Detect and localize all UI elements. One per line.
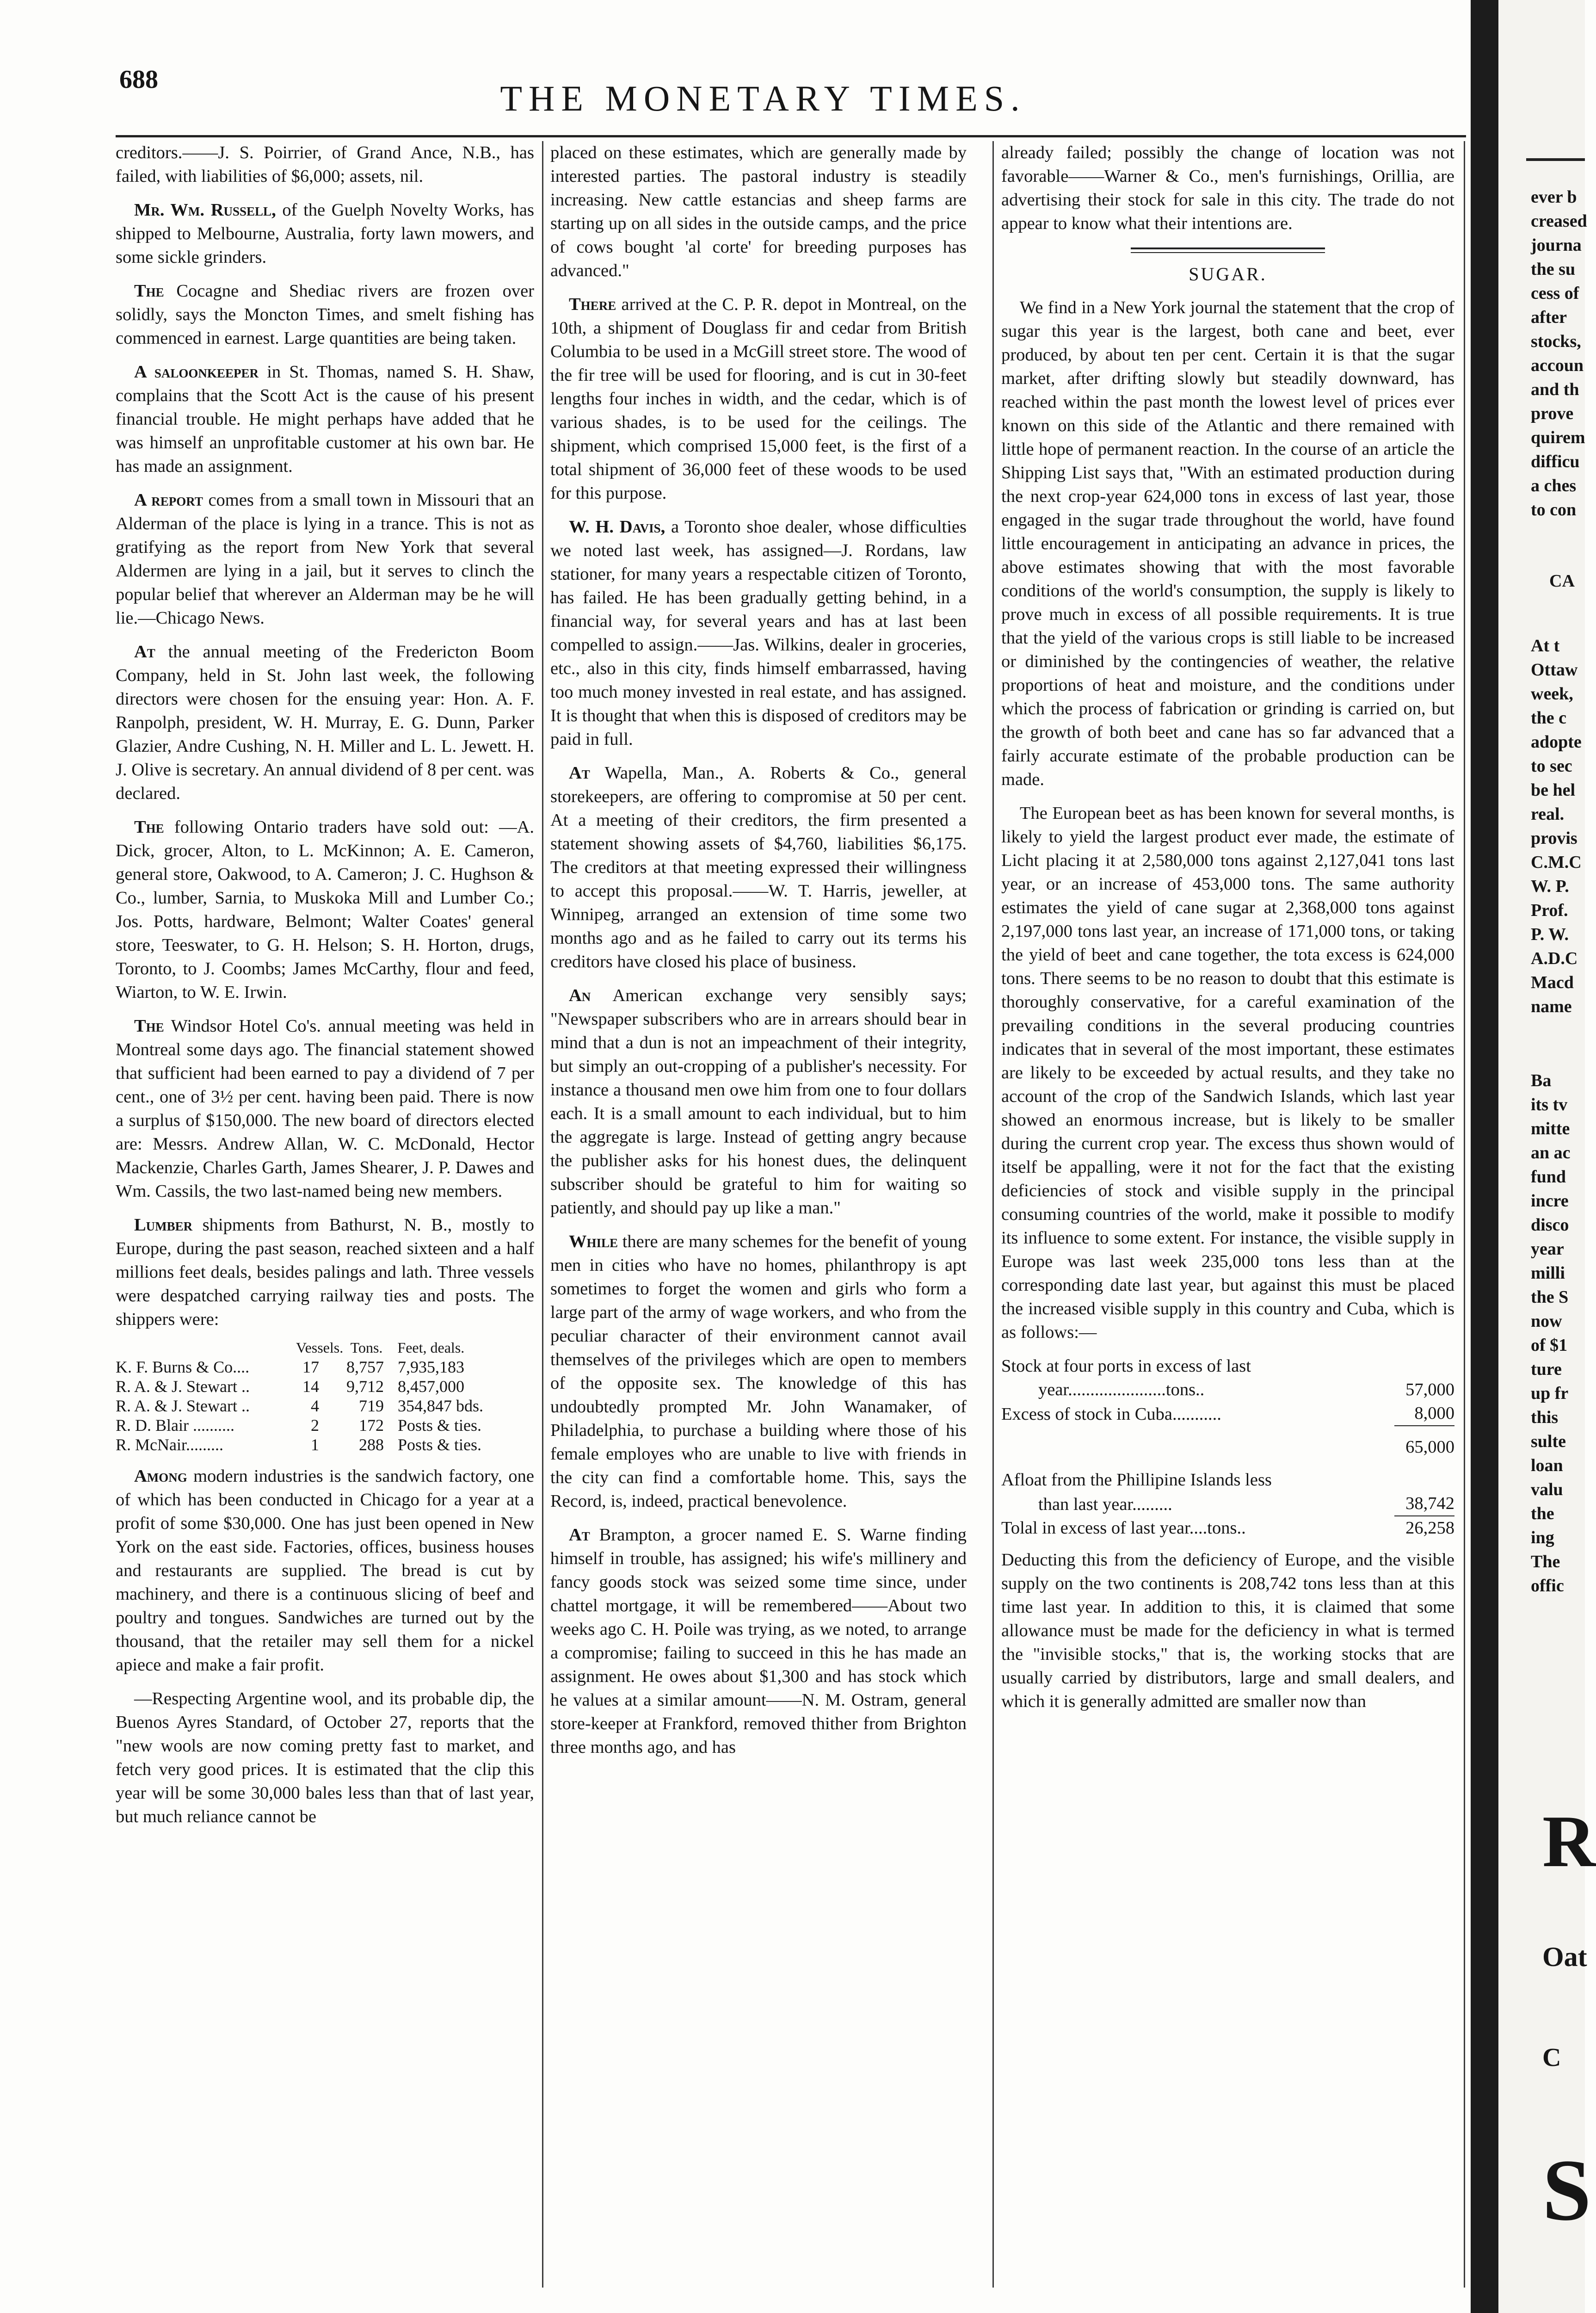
vessels-count: 17 [302, 1358, 319, 1376]
lead-in: W. H. Davis, [569, 517, 666, 537]
shipper-name: R. D. Blair .......... [116, 1416, 234, 1435]
total-value: 26,258 [1405, 1518, 1454, 1538]
paragraph-text: of the Guelph Novelty Works, has shipped to Melbourne, Australia, forty lawn mowers, and some sickle grinders. [116, 200, 534, 267]
adjacent-page-text: name [1531, 997, 1572, 1016]
sugar-supply-table [1001, 1354, 1454, 1540]
shippers-table-header [116, 1338, 534, 1357]
adjacent-page-text: CA [1549, 571, 1575, 591]
row-label: Afloat from the Phillipine Islands less [1001, 1470, 1272, 1490]
header-feet: Feet, deals. [397, 1339, 465, 1356]
paragraph [116, 1213, 534, 1331]
lead-in: At [134, 642, 155, 662]
spacer [1001, 1459, 1454, 1468]
paragraph [116, 279, 534, 350]
adjacent-page-text: P. W. [1531, 925, 1569, 944]
adjacent-page-text: prove [1531, 404, 1574, 423]
table-row [1001, 1516, 1454, 1540]
lead-in: Lumber [134, 1215, 193, 1235]
row-label: Tolal in excess of last year....tons.. [1001, 1518, 1246, 1538]
adjacent-page-text: fund [1531, 1167, 1566, 1187]
paragraph: We find in a New York journal the statement that the crop of sugar this year is the largest, both cane and beet, ever produced, by about ten per cent. Certain it is that the sugar market, after drifting slowly but steadily downward, has reached within the past month the lowest level of prices ever known on this side of the Atlantic and there remained with little hope of permanent reaction. In the course of an article the Shipping List says that, "With an estimated production during the next crop-year 624,000 tons in excess of last year, those engaged in the sugar trade throughout the world, have found little encouragement in anticipating an advance in prices, the above estimates showing that with the most favorable conditions of the world's consumption, the supply is likely to prove much in excess of all possible requirements. It is true that the yield of the various crops is still liable to be increased or diminished by the contingencies of weather, the relative proportions of heat and moisture, and the conditions under which the process of fabrication or grinding is carried on, but the growth of both beet and cane has so far advanced that a fairly accurate estimate of the probable production can be made. [1001, 298, 1454, 789]
table-row [116, 1357, 534, 1377]
feet-value: 7,935,183 [398, 1358, 464, 1376]
paragraph [550, 1523, 967, 1759]
spacer [1001, 1426, 1454, 1435]
adjacent-page-text: Ba [1531, 1071, 1552, 1090]
paragraph-text: there are many schemes for the benefit of young men in cities who have no homes, philanthropy is apt sometimes to forget the women and girls who form a large part of the army of wage workers, and who from the peculiar character of their environment cannot avail themselves of the privileges which are open to members of the opposite sex. The knowledge of this has undoubtedly prompted Mr. John Wanamaker, of Philadelphia, to purchase a building where those of his female employes who are unable to live with friends in the city can find a comfortable home. This, says the Record, is, indeed, practical benevolence. [550, 1232, 967, 1511]
paragraph: Deducting this from the deficiency of Europe, and the visible supply on the two continents is 208,742 tons less than at this time last year. In addition to this, it is claimed that some allowance must be made for the deficiency in what is termed the "invisible stocks," that is, the working stocks that are usually carried by distributors, large and small dealers, and which it is generally admitted are smaller now than [1001, 1550, 1454, 1711]
section-rule [1131, 247, 1325, 253]
paragraph-text: modern industries is the sandwich factory, one of which has been conducted in Chicago for a year at a profit of some $30,000. One has just been opened in New York on the east side. Factories, offices, business houses and restaurants are supplied. The bread is cut by machinery, and there is a continuous slicing of beef and poultry and tongues. Sandwiches are turned out by the thousand, that the retailer may sell them for a nickel apiece and make a fair profit. [116, 1466, 534, 1675]
page-number: 688 [119, 65, 158, 94]
header-rule [116, 135, 1466, 137]
paragraph [116, 198, 534, 269]
tons-value: 288 [359, 1435, 384, 1454]
lead-in: A saloonkeeper [134, 362, 259, 382]
masthead-title: THE MONETARY TIMES. [500, 78, 1026, 118]
tons-value: 719 [359, 1397, 384, 1415]
lead-in: The [134, 1016, 164, 1036]
paragraph [550, 293, 967, 505]
shipper-name: R. A. & J. Stewart .. [116, 1397, 250, 1415]
adjacent-page-text: journa [1531, 235, 1582, 255]
table-row [1001, 1492, 1454, 1516]
shipper-name: R. McNair......... [116, 1435, 223, 1454]
row-label: Excess of stock in Cuba........... [1001, 1404, 1221, 1424]
paragraph [550, 984, 967, 1220]
adjacent-page-text: offic [1531, 1576, 1564, 1596]
tons-value: 172 [359, 1416, 384, 1435]
adjacent-page-text: the [1531, 1504, 1554, 1523]
lead-in: At [569, 763, 590, 783]
adjacent-page-text: loan [1531, 1456, 1563, 1475]
adjacent-page-text: A.D.C [1531, 949, 1578, 968]
lead-in: There [569, 295, 616, 314]
tons-value: 9,712 [346, 1377, 384, 1396]
adjacent-page-text: incre [1531, 1191, 1569, 1211]
vessels-count: 1 [311, 1435, 319, 1454]
adjacent-page-text: Prof. [1531, 901, 1568, 920]
adjacent-page-text: C.M.C [1531, 853, 1582, 872]
paragraph-text: Cocagne and Shediac rivers are frozen over solidly, says the Moncton Times, and smelt fishing has commenced in earnest. Large quantities are being taken. [116, 281, 534, 348]
lead-in: Among [134, 1466, 187, 1486]
paragraph [116, 640, 534, 805]
header-vessels: Vessels. [296, 1339, 344, 1356]
lead-in: While [569, 1232, 618, 1251]
adjacent-page-text: the su [1531, 260, 1576, 279]
adjacent-page-text: its tv [1531, 1095, 1568, 1114]
paragraph: —Respecting Argentine wool, and its probable dip, the Buenos Ayres Standard, of October 27, reports that the "new wools are now coming pretty fast to market, and fetch very good prices. It is estimated that the clip this year will be some 30,000 bales less than that of last year, but much reliance cannot be [116, 1689, 534, 1826]
adjacent-page-text: be hel [1531, 780, 1576, 800]
table-row [116, 1377, 534, 1396]
row-label: Stock at four ports in excess of last [1001, 1356, 1251, 1376]
table-row [1001, 1354, 1454, 1378]
row-value: 57,000 [1405, 1380, 1454, 1399]
vessels-count: 14 [302, 1377, 319, 1396]
adjacent-page-text: The [1531, 1552, 1560, 1571]
feet-value: Posts & ties. [398, 1435, 482, 1454]
adjacent-page-text: C [1542, 2043, 1561, 2072]
adjacent-page-text: ing [1531, 1528, 1554, 1547]
row-label: year......................tons.. [1038, 1380, 1205, 1399]
column-3 [1001, 141, 1454, 2297]
paragraph [116, 816, 534, 1004]
feet-value: 8,457,000 [398, 1377, 464, 1396]
adjacent-page-text: Oat [1542, 1942, 1587, 1972]
adjacent-page-text: the c [1531, 708, 1567, 728]
adjacent-page-text: adopte [1531, 732, 1582, 752]
vessels-count: 2 [311, 1416, 319, 1435]
adjacent-page-text: mitte [1531, 1119, 1570, 1138]
adjacent-page-text: W. P. [1531, 877, 1569, 896]
paragraph-text: in St. Thomas, named S. H. Shaw, complains that the Scott Act is the cause of his present financial trouble. He might perhaps have added that he was himself an unprofitable customer at his own bar. He has made an assignment. [116, 362, 534, 476]
paragraph [116, 1014, 534, 1203]
row-value: 8,000 [1394, 1402, 1454, 1426]
adjacent-page-text: S [1542, 2142, 1591, 2239]
lead-in: Mr. Wm. Russell, [134, 200, 276, 220]
column-divider [542, 141, 543, 2288]
adjacent-page-fragment [1498, 0, 1596, 2313]
adjacent-page-text: now [1531, 1311, 1562, 1331]
adjacent-page-text: the S [1531, 1287, 1569, 1307]
lead-in: At [569, 1525, 590, 1545]
adjacent-page-text: milli [1531, 1263, 1565, 1283]
adjacent-page-text: Ottaw [1531, 660, 1578, 680]
adjacent-page-text: quirem [1531, 428, 1585, 447]
lead-in: A report [134, 490, 203, 510]
paragraph-text: following Ontario traders have sold out: —A. Dick, grocer, Alton, to L. McKinnon; A. E. Cameron, general store, Oakwood, to A. Cameron; J. C. Hughson & Co., lumber, Sarnia, to Muskoka Mill and Lumber Co.; Jos. Potts, hardware, Belmont; Walter Coates' general store, Teeswater, to G. H. Helson; S. H. Horton, drugs, Toronto, to J. Coombs; James McCarthy, flour and feed, Wiarton, to W. E. Irwin. [116, 817, 534, 1002]
paragraph: placed on these estimates, which are generally made by interested parties. The pastoral industry is steadily increasing. New cattle estancias and sheep farms are starting up on all sides in the outside camps, and the price of cows bought 'al corte' for breeding purposes has advanced." [550, 143, 967, 280]
lead-in: An [569, 986, 591, 1005]
adjacent-page-text: year [1531, 1239, 1564, 1259]
adjacent-page-text: Macd [1531, 973, 1574, 992]
adjacent-page-text: cess of [1531, 284, 1579, 303]
adjacent-page-text: difficu [1531, 452, 1580, 471]
column-divider [1464, 141, 1465, 2288]
adjacent-page-text: valu [1531, 1480, 1563, 1499]
table-row [116, 1416, 534, 1435]
paragraph-text: comes from a small town in Missouri that an Alderman of the place is lying in a trance. This is not as gratifying as the report from New York that several Aldermen are lying in a jail, but it serves to clinch the popular belief that wherever an Alderman may be he will lie.—Chicago News. [116, 490, 534, 628]
tons-value: 8,757 [346, 1358, 384, 1376]
subtotal-value: 65,000 [1405, 1437, 1454, 1457]
paragraph [116, 1465, 534, 1677]
row-label: than last year......... [1038, 1495, 1172, 1514]
adjacent-page-text: provis [1531, 829, 1578, 848]
adjacent-page-text: of $1 [1531, 1336, 1568, 1355]
feet-value: 354,847 bds. [398, 1397, 484, 1415]
paragraph-text: arrived at the C. P. R. depot in Montreal, on the 10th, a shipment of Douglass fir and cedar from British Columbia to be used in a McGill street store. The wood of the fir tree will be used for flooring, and is cut in 30-feet lengths four inches in width, and the cedar, which is of various shades, is to be used for the ceilings. The shipment, which comprised 15,000 feet, is the first of a total shipment of 36,000 feet of these woods to be used for this purpose. [550, 295, 967, 503]
paragraph [550, 761, 967, 974]
paragraph: already failed; possibly the change of location was not favorable——Warner & Co., men's furnishings, Orillia, are advertising their stock for sale in this city. The trade do not appear to know what their intentions are. [1001, 143, 1454, 233]
adjacent-page-text: a ches [1531, 476, 1577, 495]
shipper-name: R. A. & J. Stewart .. [116, 1377, 250, 1396]
adjacent-page-text: ever b [1531, 187, 1577, 207]
paragraph: creditors.——J. S. Poirrier, of Grand Ance, N.B., has failed, with liabilities of $6,000; assets, nil. [116, 143, 534, 186]
table-row [1001, 1468, 1454, 1492]
adjacent-page-text: sulte [1531, 1432, 1566, 1451]
vessels-count: 4 [311, 1397, 319, 1415]
shipper-name: K. F. Burns & Co.... [116, 1358, 250, 1376]
column-1 [116, 141, 534, 2297]
adjacent-page-text: stocks, [1531, 332, 1581, 351]
adjacent-page-text: disco [1531, 1215, 1569, 1235]
adjacent-page-text: after [1531, 308, 1567, 327]
column-2 [550, 141, 967, 2297]
paragraph-text: Brampton, a grocer named E. S. Warne finding himself in trouble, has assigned; his wife's millinery and fancy goods stock was seized some time since, under chattel mortgage, it will be remembered——About two weeks ago C. H. Poile was trying, as we noted, to arrange a compromise; failing to succeed in this he has made an assignment. He owes about $1,300 and has stock which he values at a similar amount——N. M. Ostram, general store-keeper at Frankford, removed thither from Brighton three months ago, and has [550, 1525, 967, 1757]
adjacent-page-text: creased [1531, 211, 1587, 231]
adjacent-page-rule [1526, 158, 1585, 161]
paragraph: The European beet as has been known for several months, is likely to yield the largest product ever made, the estimate of Licht placing it at 2,580,000 tons against 2,127,041 tons last year, or an increase of 453,000 tons. The same authority estimates the yield of cane sugar at 2,368,000 tons against 2,197,000 tons last year, an increase of 171,000 tons, or taking the yield of beet and cane together, the tota excess is 624,000 tons. There seems to be no reason to doubt that this estimate is thoroughly conservative, for a careful examination of the prevailing conditions in the several producing countries indicates that in several of the most important, these estimates are likely to be exceeded by actual results, and they take no account of the crop of the Sandwich Islands, which last year showed an enormous increase, but is likely to be smaller during the current crop year. The excess thus shown would of itself be appalling, were it not for the fact that the existing deficiencies of stock and visible supply in the principal consuming countries of the world, make it possible to modify its influence to some extent. For instance, the visible supply in Europe was last week 235,000 tons less than at the corresponding date last year, but against this must be placed the increased visible supply in this country and Cuba, which is as follows:— [1001, 804, 1454, 1342]
table-row [116, 1435, 534, 1454]
table-row [1001, 1402, 1454, 1426]
adjacent-page-text: to con [1531, 500, 1577, 519]
adjacent-page-text: and th [1531, 380, 1579, 399]
paragraph [116, 360, 534, 478]
adjacent-page-text: this [1531, 1408, 1559, 1427]
paragraph-text: Wapella, Man., A. Roberts & Co., general storekeepers, are offering to compromise at 50 per cent. At a meeting of their creditors, the firm presented a statement showing assets of $4,760, liabilities $6,175. The creditors at that meeting expressed their willingness to accept this proposal.——W. T. Harris, jeweller, at Winnipeg, arranged an extension of time some two months ago and as he failed to carry out its terms his creditors have closed his place of business. [550, 763, 967, 971]
adjacent-page-text: real. [1531, 804, 1565, 824]
paragraph-text: Windsor Hotel Co's. annual meeting was held in Montreal some days ago. The financial statement showed that sufficient had been earned to pay a dividend of 7 per cent., one of 3½ per cent. having been paid. There is now a surplus of $150,000. The new board of directors elected are: Messrs. Andrew Allan, W. C. McDonald, Hector Mackenzie, Charles Garth, James Shearer, J. P. Dawes and Wm. Cassils, the two last-named being new members. [116, 1016, 534, 1201]
lead-in: The [134, 817, 164, 837]
row-value: 38,742 [1394, 1492, 1454, 1516]
section-heading-sugar: SUGAR. [1189, 264, 1267, 284]
table-row [1001, 1378, 1454, 1402]
header-tons: Tons. [350, 1339, 383, 1356]
adjacent-page-text: to sec [1531, 756, 1572, 776]
binding-gutter [1471, 0, 1498, 2313]
adjacent-page-text: R [1542, 1800, 1596, 1882]
adjacent-page-text: At t [1531, 636, 1560, 656]
adjacent-page-text: up fr [1531, 1384, 1569, 1403]
adjacent-page-text: week, [1531, 684, 1573, 704]
shippers-table [116, 1338, 534, 1454]
paragraph-text: American exchange very sensibly says; "Newspaper subscribers who are in arrears should bear in mind that a dun is not an impeachment of their integrity, but simply an out-cropping of a publisher's necessity. For instance a thousand men owe him from one to four dollars each. It is a small amount to each individual, but to him the aggregate is large. Instead of getting angry because the publisher asks for his honest dues, the delinquent subscriber should be grateful to him for waiting so patiently, and should pay up like a man." [550, 986, 967, 1218]
paragraph [550, 1230, 967, 1513]
paragraph [550, 515, 967, 751]
feet-value: Posts & ties. [398, 1416, 482, 1435]
paragraph-text: a Toronto shoe dealer, whose difficulties we noted last week, has assigned—J. Rordans, law stationer, for many years a respectable citizen of Toronto, has failed. He has been gradually getting behind, in a financial way, for several years and has at last been compelled to assign.——Jas. Wilkins, dealer in groceries, etc., also in this city, finds himself embarrassed, having too much money invested in real estate, and has assigned. It is thought that when this is disposed of creditors may be paid in full. [550, 517, 967, 749]
column-divider [992, 141, 994, 2288]
paragraph [116, 489, 534, 630]
paragraph-text: the annual meeting of the Fredericton Boom Company, held in St. John last week, the following directors were chosen for the ensuing year: Hon. A. F. Ranpolph, president, W. H. Murray, E. G. Dunn, Parker Glazier, Andre Cushing, N. H. Miller and L. L. Jewett. H. J. Olive is secretary. An annual dividend of 8 per cent. was declared. [116, 642, 534, 803]
lead-in: The [134, 281, 164, 301]
adjacent-page-text: accoun [1531, 356, 1584, 375]
table-row [116, 1396, 534, 1416]
adjacent-page-text: ture [1531, 1360, 1562, 1379]
table-row [1001, 1435, 1454, 1459]
adjacent-page-text: an ac [1531, 1143, 1571, 1163]
paragraph-text: shipments from Bathurst, N. B., mostly to Europe, during the past season, reached sixteen and a half millions feet deals, besides palings and lath. Three vessels were despatched carrying railway ties and posts. The shippers were: [116, 1215, 534, 1329]
